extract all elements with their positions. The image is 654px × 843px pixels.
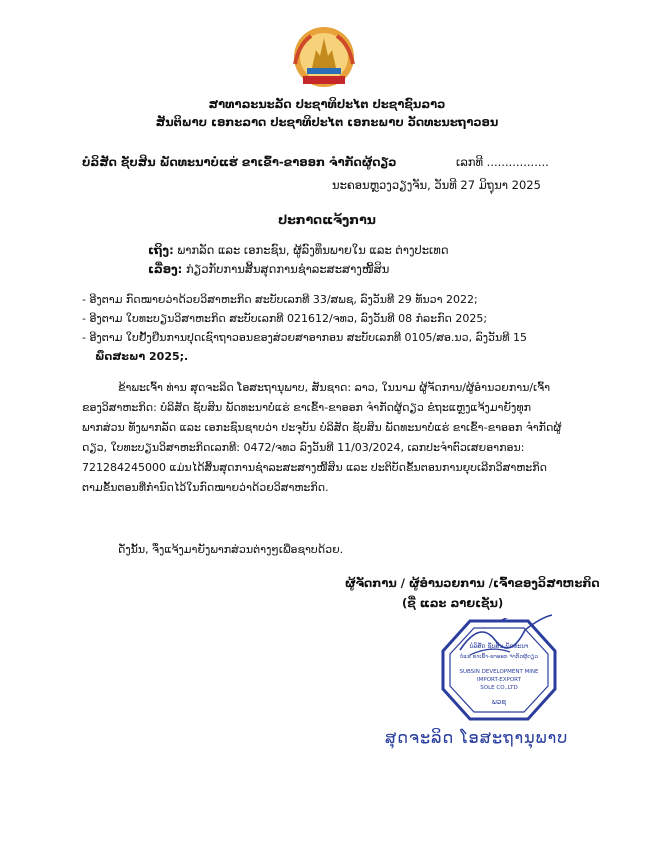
national-motto: ສັນຕິພາບ ເອກະລາດ ປະຊາທິປະໄຕ ເອກະພາບ ວັດທະນະຖາວອນ <box>155 115 499 129</box>
closing-sentence: ດັ່ງນັ້ນ, ຈຶ່ງແຈ້ງມາຍັງພາກສ່ວນຕ່າງໆເພື່ອຊາບດ້ວຍ. <box>118 543 344 556</box>
stamp-text-line: ບໍ່ແຮ່ ຂາເຂົ້າ-ຂາອອກ ຈຳກັດຜູ້ດຽວ <box>460 654 538 660</box>
signatory-title: ຜູ້ຈັດການ / ຜູ້ອຳນວຍການ /ເຈົ້າຂອງວິສາຫະກິດ <box>345 576 600 590</box>
stamp-text-line: SOLE CO.,LTD <box>480 685 518 691</box>
body-line: ຂອງວິສາຫະກິດ: ບໍລິສັດ ຊັບສິນ ພັດທະນາບໍ່ແຮ່ ຂາເຂົ້າ-ຂາອອກ ຈຳກັດຜູ້ດຽວ ຂໍຖະແຫຼງແຈ້ງມາຍັງທຸກ <box>82 401 531 414</box>
place-and-date: ນະຄອນຫຼວງວຽງຈັນ, ວັນທີ 27 ມິຖຸນາ 2025 <box>332 178 541 192</box>
body-line: ຕາມຂັ້ນຕອນທີ່ກຳນົດໄວ້ໃນກົດໝາຍວ່າດ້ວຍວິສາຫະກິດ. <box>82 481 329 494</box>
body-line: 721284245000 ແມ່ນໄດ້ສິ້ນສຸດການຊຳລະສະສາງໜີ້ສິນ ແລະ ປະຕິບັດຂັ້ນຕອນການຍຸບເລີກວິສາຫະກິດ <box>82 461 547 474</box>
stamp-text-line: ພວຊ <box>491 698 507 706</box>
body-paragraph <box>82 378 587 498</box>
stamp-text-line: IMPORT-EXPORT <box>477 677 521 683</box>
body-line: ພາກສ່ວນ ທັງພາກລັດ ແລະ ເອກະຊົນຊາບວ່າ ປະຈຸບັນ ບໍລິສັດ ຊັບສິນ ພັດທະນາບໍ່ແຮ່ ຂາເຂົ້າ-ຂາອອກ ຈຳກັດຜູ້ <box>82 421 562 434</box>
recipient-label: ເຖິງ: <box>148 243 174 257</box>
document-number: ເລກທີ ................. <box>456 155 549 169</box>
signatory-note: (ຊື່ ແລະ ລາຍເຊັນ) <box>402 596 504 610</box>
recipient-text: ພາກລັດ ແລະ ເອກະຊົນ, ຜູ້ລົງທຶນພາຍໃນ ແລະ ຕ່າງປະເທດ <box>177 243 449 257</box>
reference-item: - ອີງຕາມ ໃບທະບຽນວິສາຫະກິດ ສະບັບເລກທີ 021612/ຈທວ, ລົງວັນທີ 08 ກໍລະກົດ 2025; <box>82 312 488 325</box>
document-title: ປະກາດແຈ້ງການ <box>278 212 376 227</box>
subject-label: ເລື່ອງ: <box>148 262 183 276</box>
company-name: ບໍລິສັດ ຊັບສິນ ພັດທະນາບໍ່ແຮ່ ຂາເຂົ້າ-ຂາອອກ ຈຳກັດຜູ້ດຽວ <box>82 155 397 169</box>
national-emblem <box>285 24 363 90</box>
signature-scribble <box>440 610 560 670</box>
body-line: ດຽວ, ໃບທະບຽນວິສາຫະກິດເລກທີ: 0472/ຈທວ ລົງວັນທີ 11/03/2024, ເລກປະຈຳຕົວເສຍອາກອນ: <box>82 441 525 454</box>
recipient-line <box>148 243 449 257</box>
body-line: ຂ້າພະເຈົ້າ ທ່ານ ສຸດຈະລິດ ໂອສະຖານຸພາບ, ສັນຊາດ: ລາວ, ໃນນາມ ຜູ້ຈັດການ/ຜູ້ອຳນວຍການ/ເຈົ້າ <box>118 381 551 394</box>
reference-item-cont: ພຶດສະພາ 2025;. <box>95 350 189 363</box>
signatory-name: ສຸດຈະລິດ ໂອສະຖານຸພາບ <box>385 728 569 747</box>
stamp-text-line: SUBSIN DEVELOPMENT MINE <box>459 669 539 675</box>
subject-line <box>148 262 389 276</box>
reference-item: - ອີງຕາມ ກົດໝາຍວ່າດ້ວຍວິສາຫະກິດ ສະບັບເລກທີ 33/ສພຊ, ລົງວັນທີ 29 ທັນວາ 2022; <box>82 293 478 306</box>
references-list <box>82 290 582 366</box>
stamp-text-line: ບໍລິສັດ ຊັບສິນ ພັດທະນາ <box>469 643 529 650</box>
reference-item: - ອີງຕາມ ໃບຢັ້ງຢືນການປຸດເຊົາຖາວອນຂອງສ່ວຍສາອາກອນ ສະບັບເລກທີ 0105/ສອ.ນວ, ລົງວັນທີ 15 <box>82 331 527 344</box>
subject-text: ກ່ຽວກັບການສິ້ນສຸດການຊຳລະສະສາງໜີ້ສິນ <box>185 262 390 276</box>
republic-heading: ສາທາລະນະລັດ ປະຊາທິປະໄຕ ປະຊາຊົນລາວ <box>208 97 446 111</box>
